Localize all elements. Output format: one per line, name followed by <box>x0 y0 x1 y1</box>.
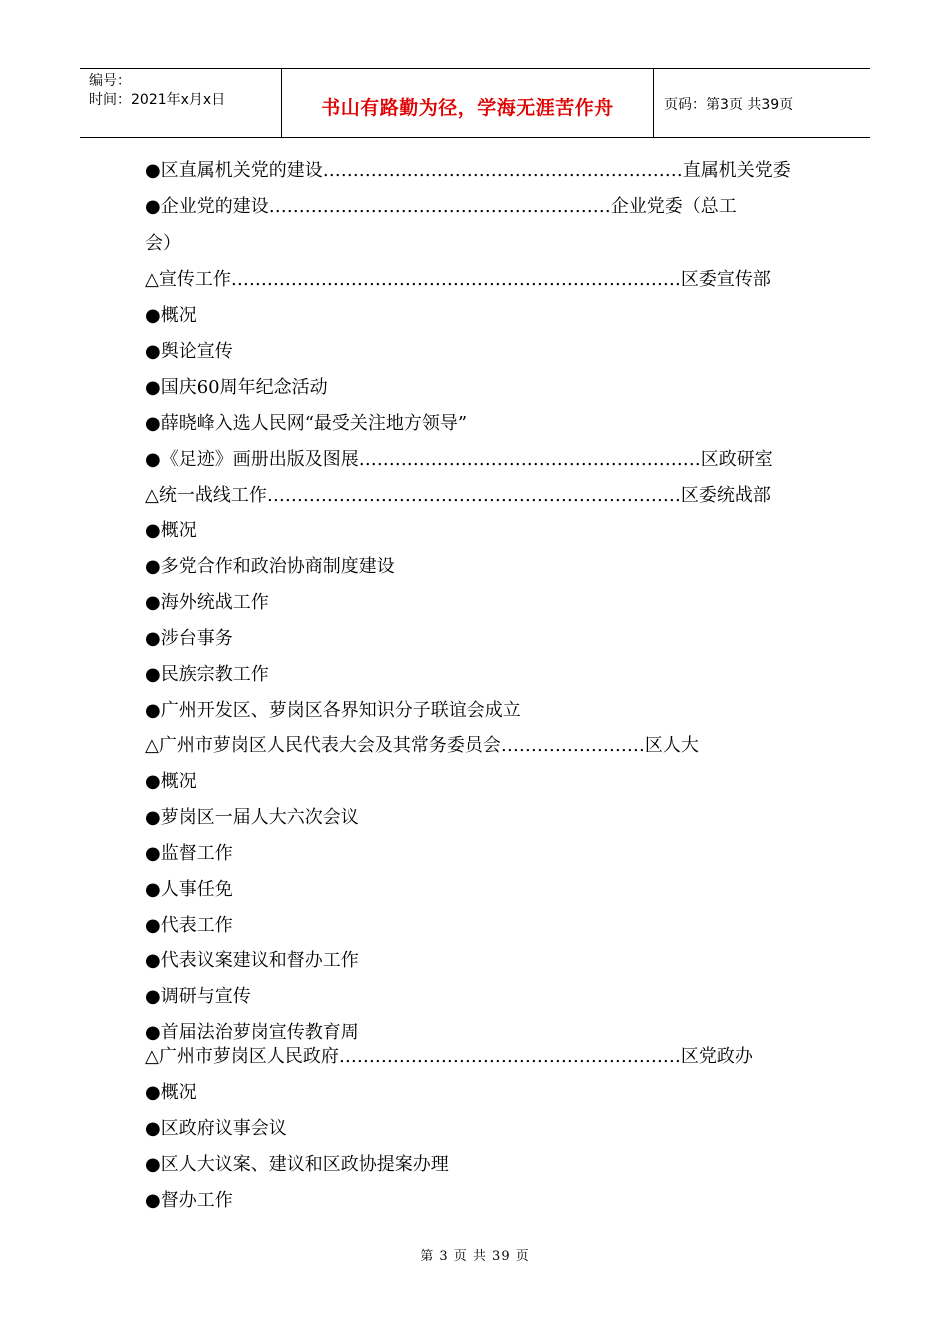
page-header <box>80 68 870 138</box>
header-meta <box>80 69 282 137</box>
toc-line: ●舆论宣传 <box>145 341 233 362</box>
toc-line: △宣传工作…………………………………………………………………区委宣传部 <box>145 269 771 290</box>
toc-line: ●概况 <box>145 520 197 541</box>
toc-line: ●《足迹》画册出版及图展…………………………………………………区政研室 <box>145 449 773 470</box>
toc-line: ●调研与宣传 <box>145 986 251 1007</box>
toc-line: ●区政府议事会议 <box>145 1118 287 1139</box>
toc-line: ●监督工作 <box>145 843 233 864</box>
toc-line: ●督办工作 <box>145 1190 233 1211</box>
toc-line: ●概况 <box>145 305 197 326</box>
toc-line: ●区直属机关党的建设……………………………………………………直属机关党委 <box>145 160 791 181</box>
toc-line: ●涉台事务 <box>145 628 233 649</box>
toc-line: ●民族宗教工作 <box>145 664 269 685</box>
time-label: 时间：2021年x月x日 <box>89 92 226 108</box>
number-label: 编号： <box>89 73 131 89</box>
header-page-info: 页码：第3页 共39页 <box>664 97 794 113</box>
toc-line: ●企业党的建设…………………………………………………企业党委（总工 <box>145 196 737 217</box>
toc-line: ●代表议案建议和督办工作 <box>145 950 359 971</box>
toc-line: ●国庆60周年纪念活动 <box>145 377 328 398</box>
page-footer <box>0 1245 950 1264</box>
toc-line: ●概况 <box>145 1082 197 1103</box>
toc-line: ●代表工作 <box>145 915 233 936</box>
toc-line: ●概况 <box>145 771 197 792</box>
toc-line: △广州市萝岗区人民代表大会及其常务委员会……………………区人大 <box>145 735 699 756</box>
toc-line: ●广州开发区、萝岗区各界知识分子联谊会成立 <box>145 700 521 721</box>
toc-line: ●海外统战工作 <box>145 592 269 613</box>
toc-line: ●薛晓峰入选人民网“最受关注地方领导” <box>145 413 468 434</box>
toc-line: ●人事任免 <box>145 879 233 900</box>
header-motto: 书山有路勤为径，学海无涯苦作舟 <box>282 69 654 137</box>
toc-line: △广州市萝岗区人民政府…………………………………………………区党政办 <box>145 1046 753 1067</box>
toc-line: △统一战线工作……………………………………………………………区委统战部 <box>145 485 771 506</box>
toc-line: 会） <box>145 233 181 254</box>
toc-line: ●萝岗区一届人大六次会议 <box>145 807 359 828</box>
toc-line: ●区人大议案、建议和区政协提案办理 <box>145 1154 449 1175</box>
toc-line: ●多党合作和政治协商制度建设 <box>145 556 395 577</box>
footer-page-label: 第 3 页 共 39 页 <box>420 1249 530 1264</box>
toc-line: ●首届法治萝岗宣传教育周 <box>145 1022 359 1043</box>
